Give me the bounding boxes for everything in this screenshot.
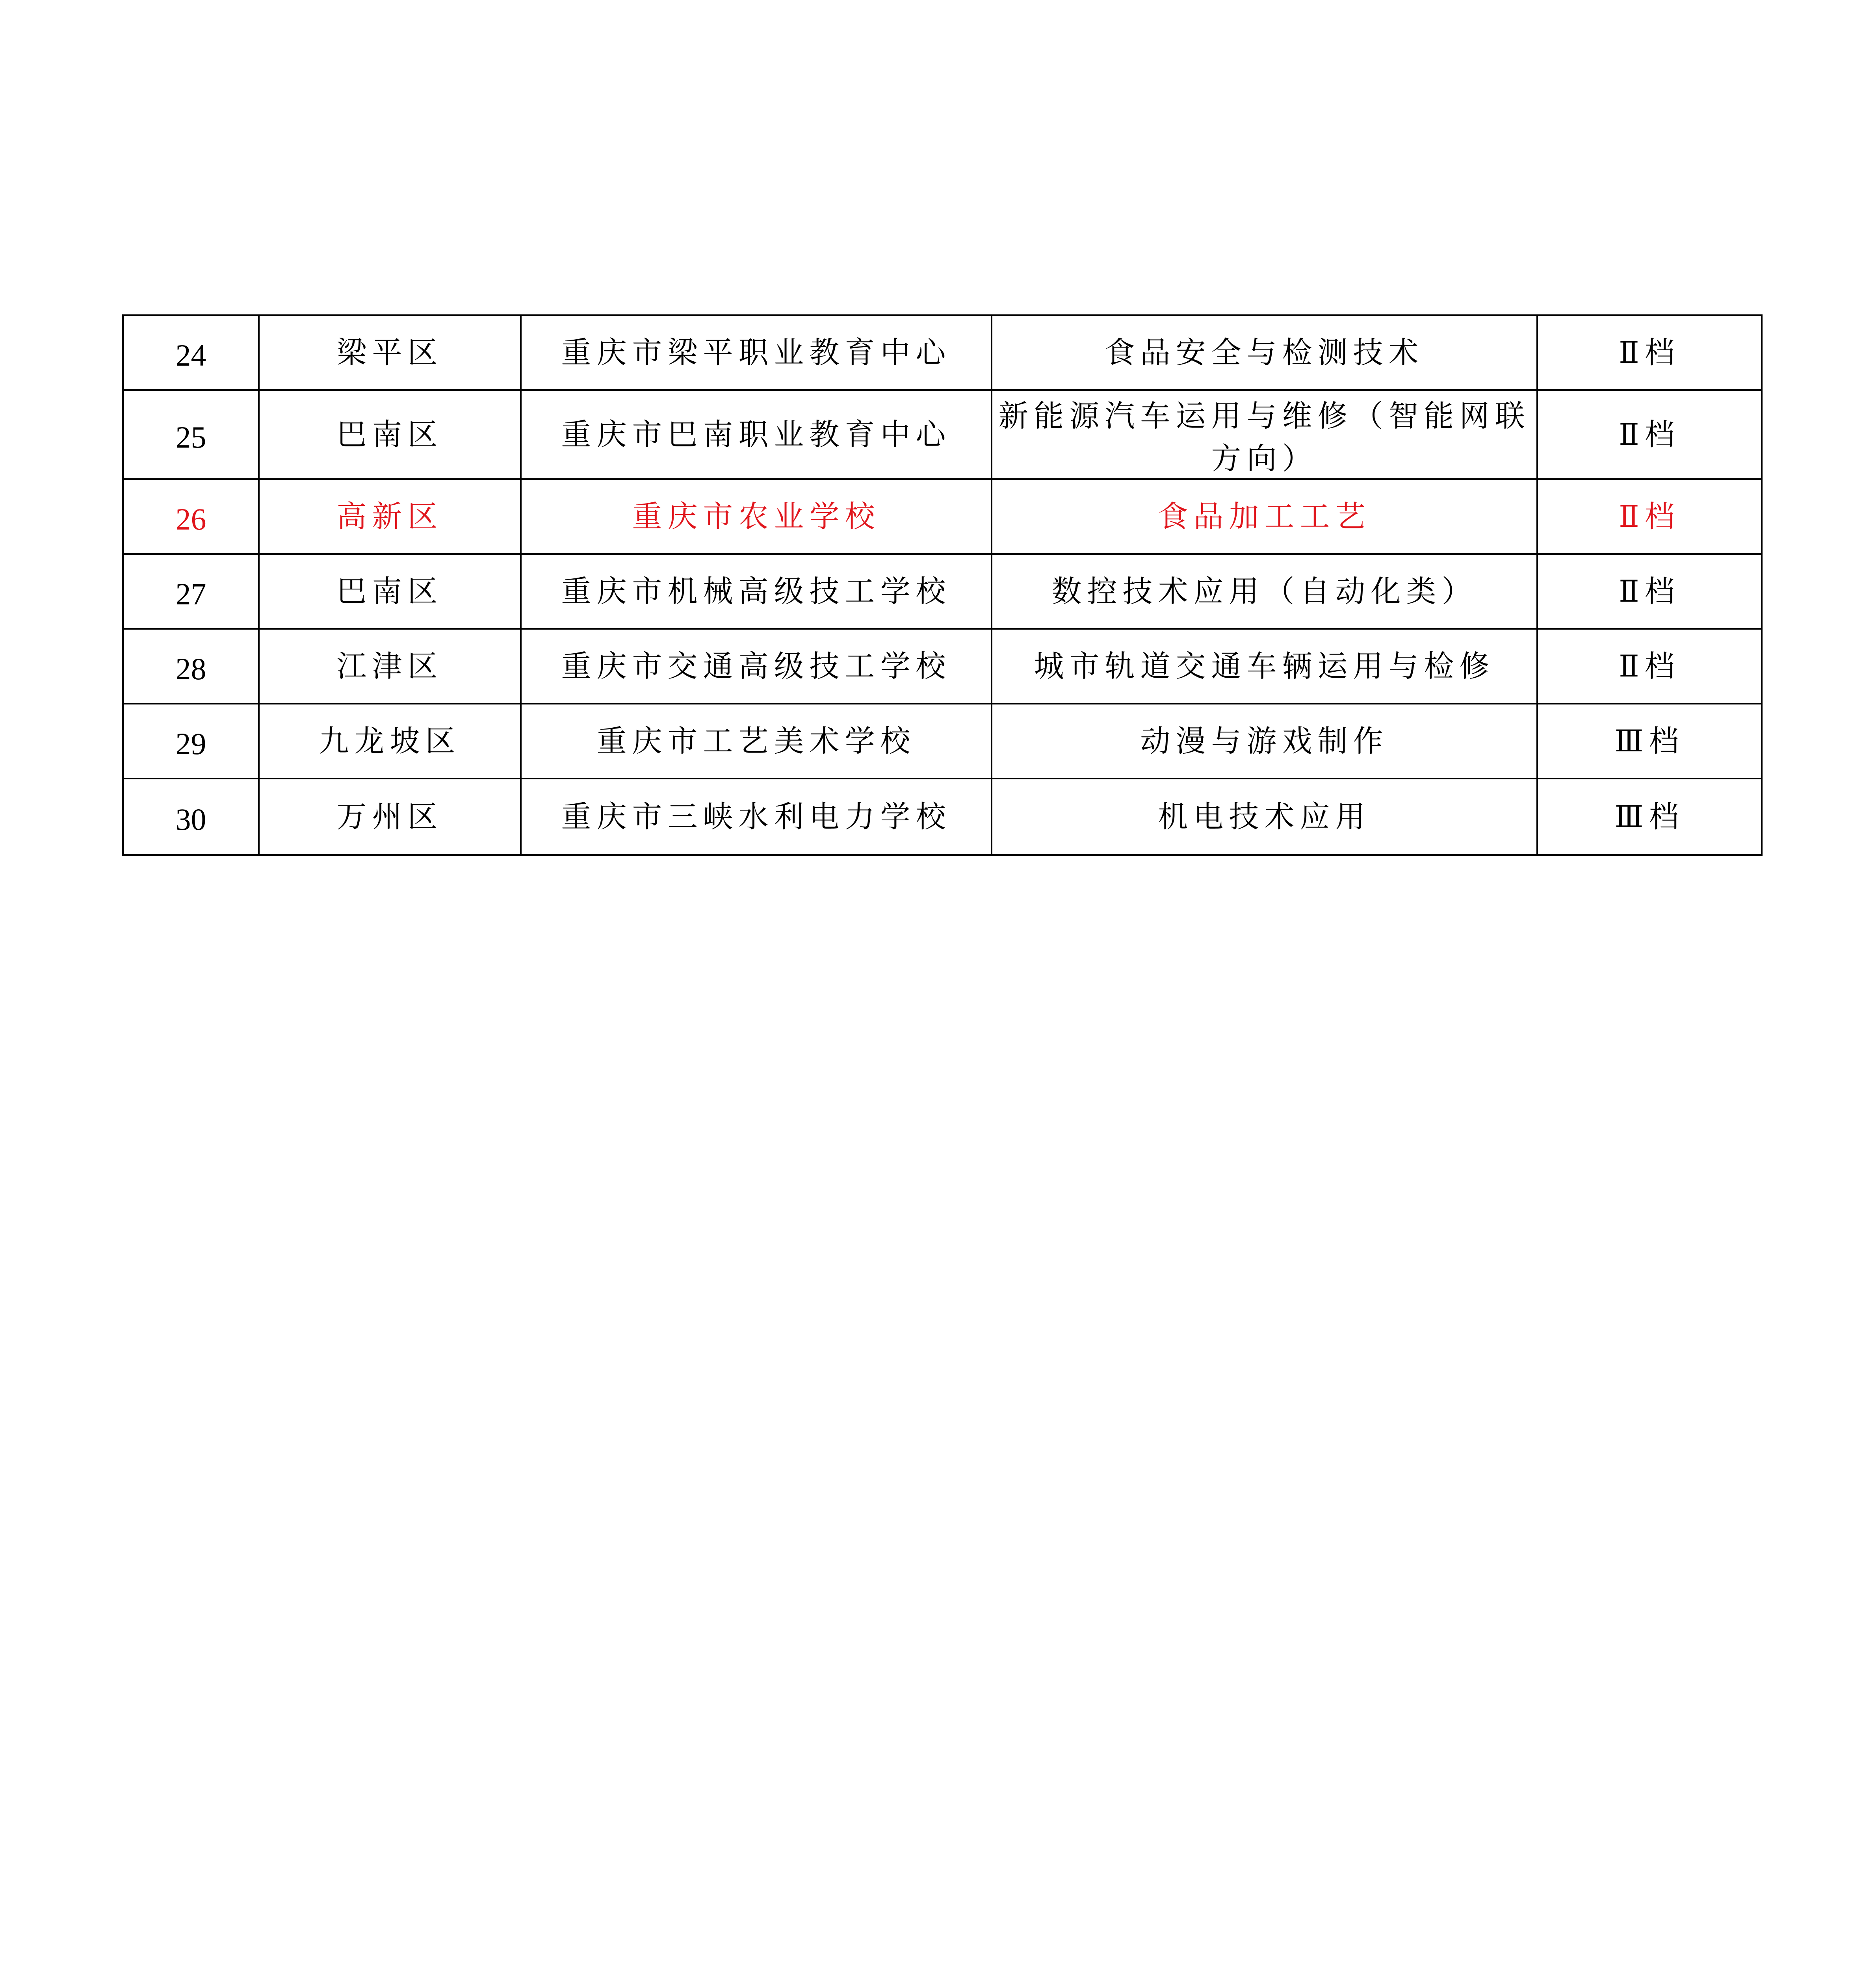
district-cell: 高新区 [259, 479, 521, 554]
district-cell: 巴南区 [259, 554, 521, 629]
table-row [123, 390, 1762, 479]
table-row [123, 629, 1762, 704]
school-cell: 重庆市机械高级技工学校 [521, 554, 992, 629]
row-number: 27 [123, 554, 259, 629]
major-cell-text: 新能源汽车运用与维修（智能网联方向） [998, 398, 1531, 472]
grade-cell: Ⅱ档 [1537, 479, 1762, 554]
grade-cell: Ⅱ档 [1537, 629, 1762, 704]
table-row [123, 779, 1762, 855]
grade-cell: Ⅲ档 [1537, 779, 1762, 855]
row-number: 29 [123, 704, 259, 779]
grade-cell: Ⅱ档 [1537, 390, 1762, 479]
major-cell: 机电技术应用 [992, 779, 1537, 855]
row-number: 30 [123, 779, 259, 855]
major-cell: 数控技术应用（自动化类） [992, 554, 1537, 629]
district-cell: 梁平区 [259, 315, 521, 390]
major-cell: 食品加工工艺 [992, 479, 1537, 554]
row-number: 24 [123, 315, 259, 390]
table-row-highlighted [123, 479, 1762, 554]
grade-cell: Ⅱ档 [1537, 554, 1762, 629]
table-row [123, 315, 1762, 390]
district-cell: 万州区 [259, 779, 521, 855]
table-row [123, 704, 1762, 779]
school-cell: 重庆市农业学校 [521, 479, 992, 554]
grade-cell: Ⅲ档 [1537, 704, 1762, 779]
district-cell: 江津区 [259, 629, 521, 704]
school-cell: 重庆市三峡水利电力学校 [521, 779, 992, 855]
district-cell: 巴南区 [259, 390, 521, 479]
major-cell: 动漫与游戏制作 [992, 704, 1537, 779]
table-row [123, 554, 1762, 629]
school-cell: 重庆市巴南职业教育中心 [521, 390, 992, 479]
major-cell: 城市轨道交通车辆运用与检修 [992, 629, 1537, 704]
row-number: 28 [123, 629, 259, 704]
row-number: 26 [123, 479, 259, 554]
major-cell [992, 390, 1537, 479]
district-cell: 九龙坡区 [259, 704, 521, 779]
school-major-table [122, 314, 1763, 856]
major-cell: 食品安全与检测技术 [992, 315, 1537, 390]
school-cell: 重庆市交通高级技工学校 [521, 629, 992, 704]
school-cell: 重庆市工艺美术学校 [521, 704, 992, 779]
grade-cell: Ⅱ档 [1537, 315, 1762, 390]
school-cell: 重庆市梁平职业教育中心 [521, 315, 992, 390]
row-number: 25 [123, 390, 259, 479]
